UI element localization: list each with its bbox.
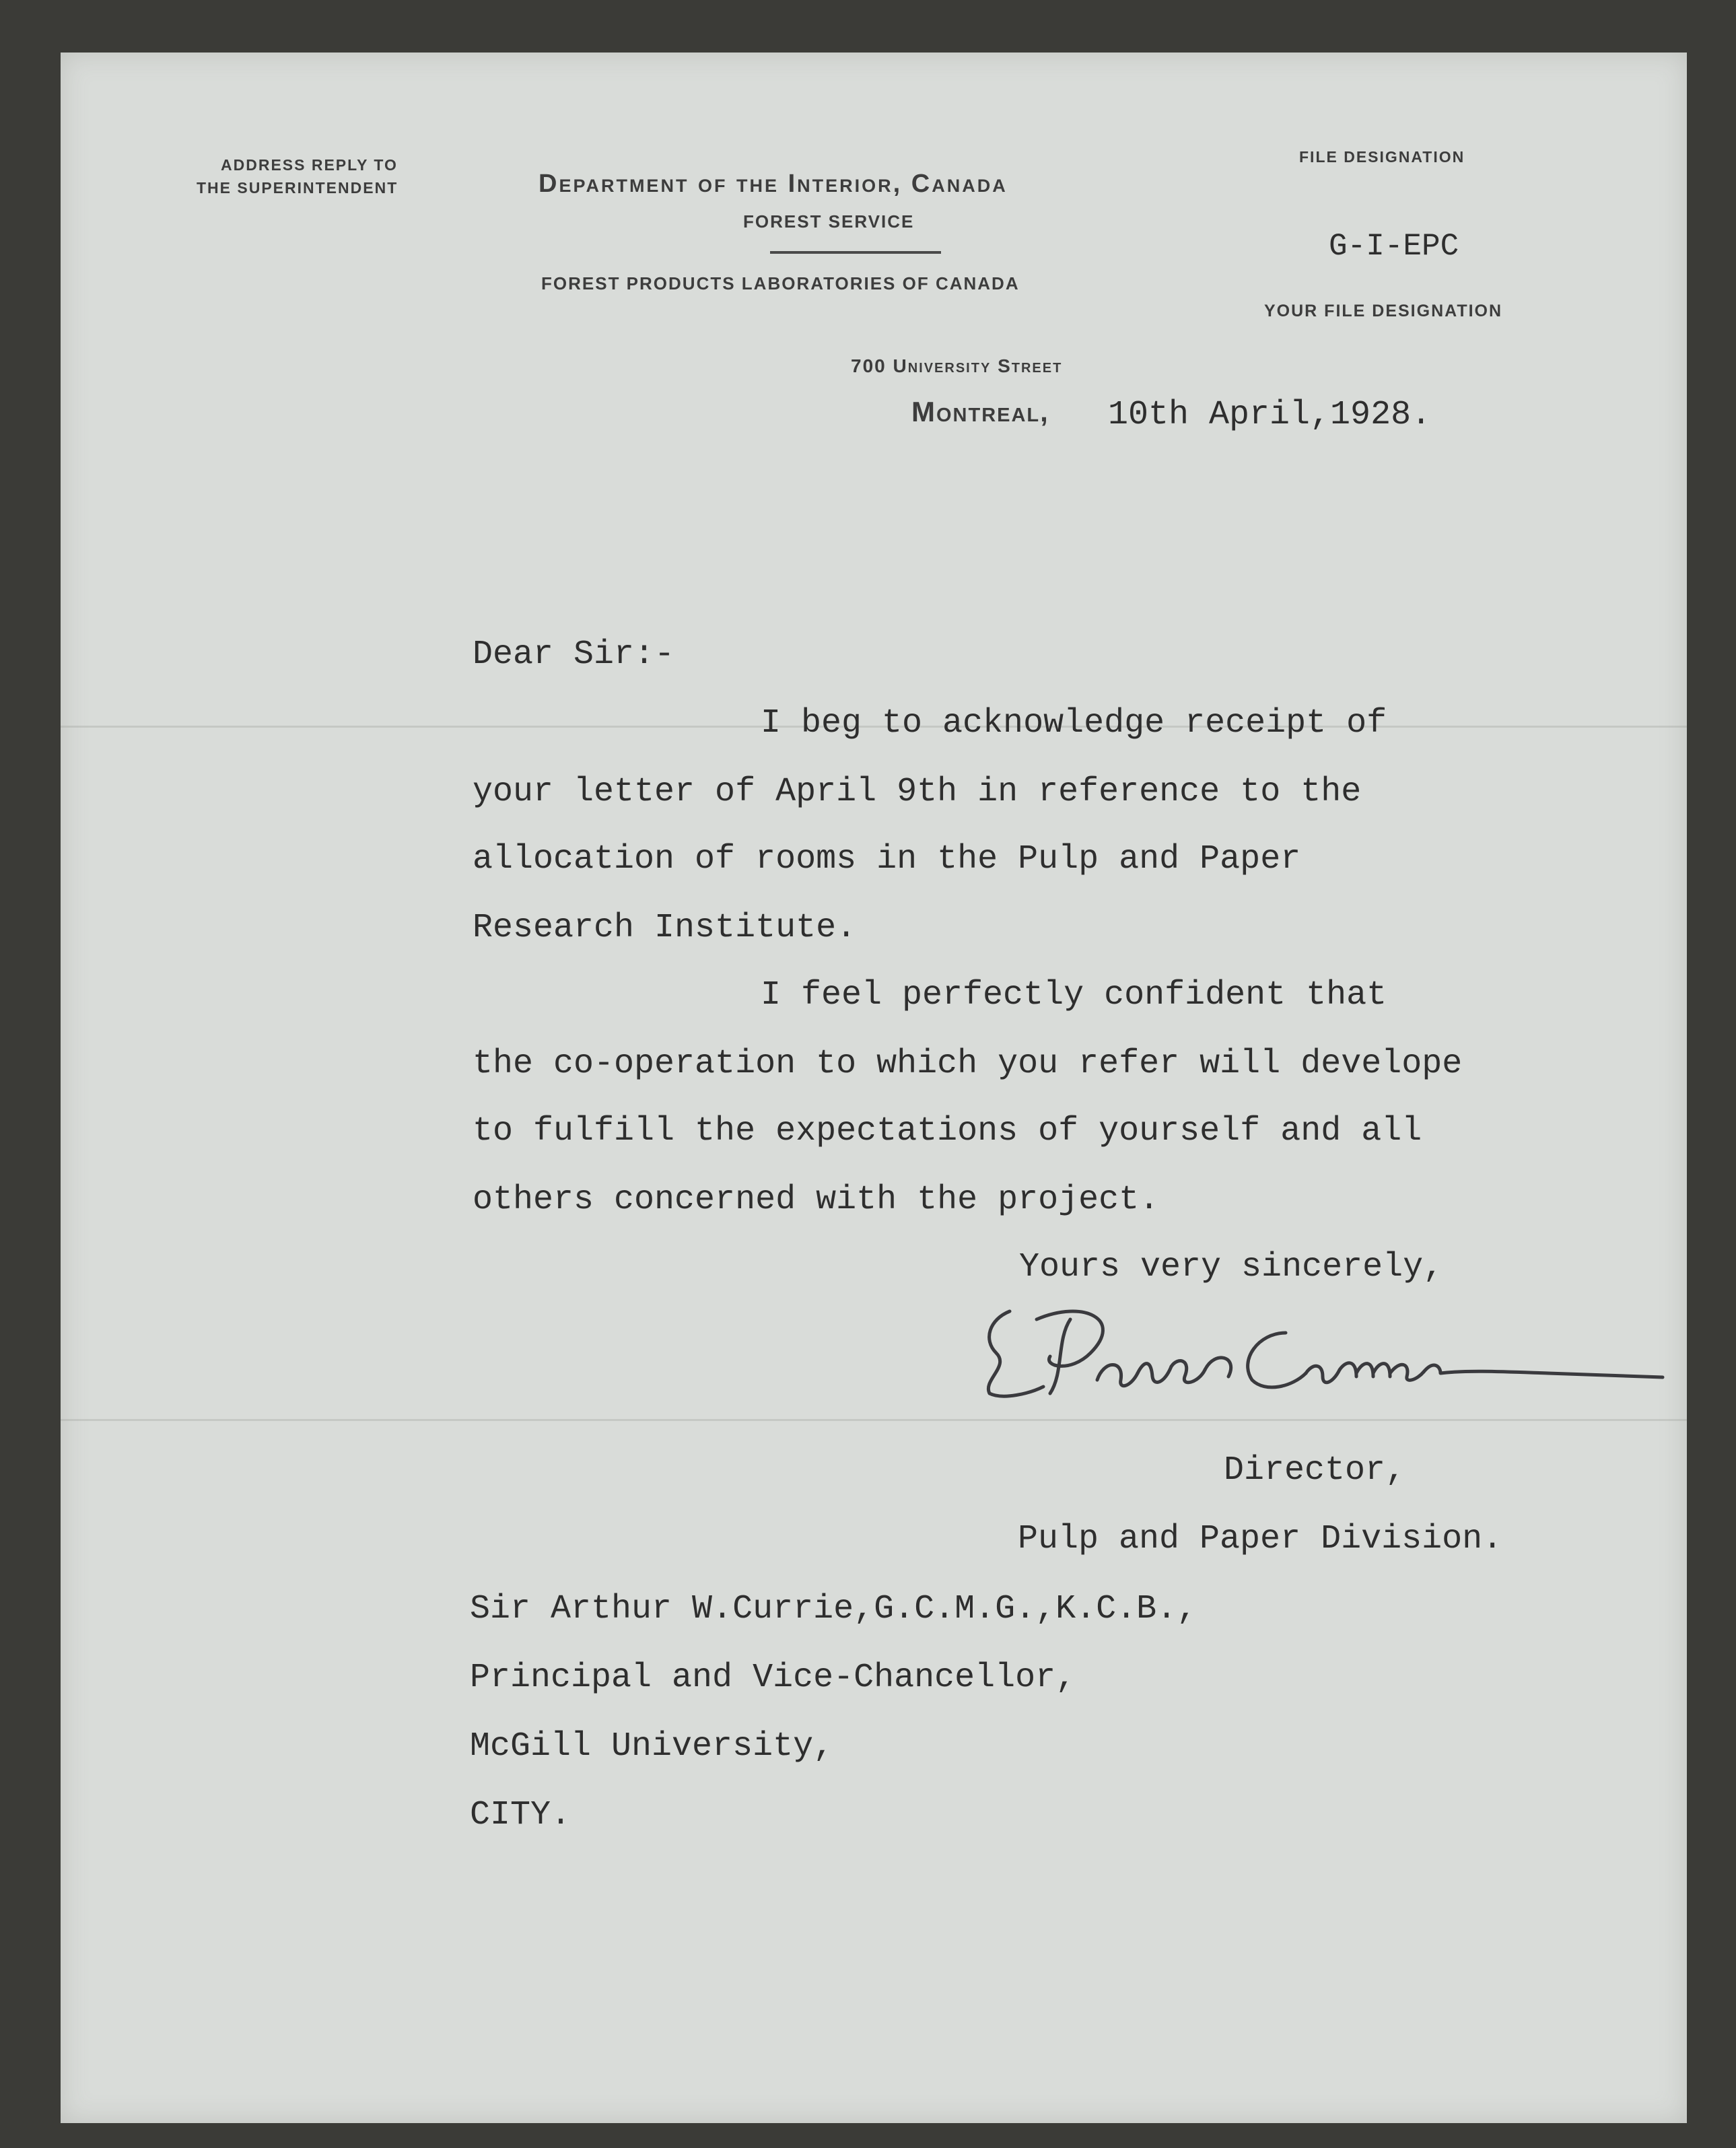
- department-heading: Department of the Interior, Canada: [539, 170, 1008, 198]
- file-designation-label: FILE DESIGNATION: [1299, 148, 1465, 166]
- laboratories-heading: FOREST PRODUCTS LABORATORIES OF CANADA: [541, 273, 1020, 293]
- city-label: Montreal,: [911, 396, 1049, 427]
- recipient-line: Principal and Vice-Chancellor,: [470, 1659, 1076, 1697]
- address-reply-line-1: ADDRESS REPLY TO: [221, 156, 398, 174]
- body-line: your letter of April 9th in reference to the: [473, 773, 1362, 811]
- body-line: allocation of rooms in the Pulp and Paper: [473, 840, 1301, 878]
- body-line: to fulfill the expectations of yourself and all: [473, 1112, 1422, 1150]
- sender-title: Director,: [1224, 1451, 1406, 1490]
- body-line: I beg to acknowledge receipt of: [761, 704, 1387, 742]
- salutation: Dear Sir:-: [473, 635, 675, 674]
- file-designation-value: G-I-EPC: [1329, 229, 1459, 264]
- forest-service-heading: FOREST SERVICE: [743, 211, 915, 232]
- body-line: others concerned with the project.: [473, 1181, 1160, 1219]
- street-address: 700 University Street: [851, 355, 1063, 376]
- body-line: Research Institute.: [473, 909, 857, 947]
- sender-division: Pulp and Paper Division.: [1018, 1520, 1503, 1558]
- fold-line: [61, 1419, 1687, 1421]
- closing: Yours very sincerely,: [1019, 1248, 1444, 1286]
- recipient-line: Sir Arthur W.Currie,G.C.M.G.,K.C.B.,: [470, 1590, 1197, 1628]
- recipient-line: McGill University,: [470, 1727, 834, 1766]
- body-line: I feel perfectly confident that: [761, 976, 1387, 1014]
- letter-date: 10th April,1928.: [1108, 396, 1432, 434]
- your-file-designation-label: YOUR FILE DESIGNATION: [1264, 302, 1503, 320]
- body-line: the co-operation to which you refer will develope: [473, 1045, 1463, 1083]
- letterhead-divider: [770, 251, 941, 254]
- handwritten-signature: [969, 1292, 1669, 1414]
- address-reply-line-2: THE SUPERINTENDENT: [197, 179, 398, 197]
- recipient-line: CITY.: [470, 1796, 571, 1834]
